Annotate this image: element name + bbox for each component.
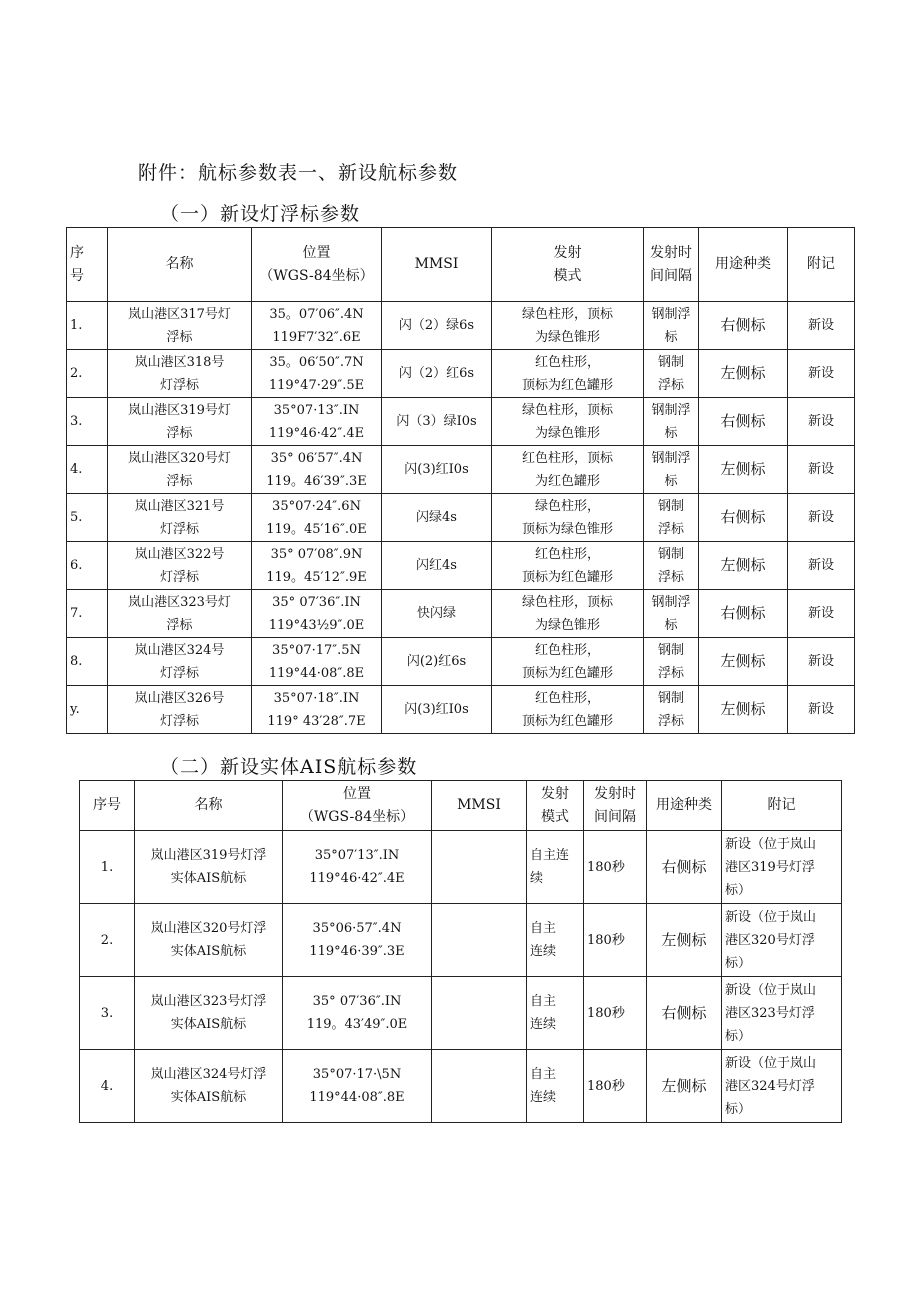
buoy-position: 35°07·18″.IN 119° 43′28″.7E: [252, 686, 382, 734]
header-no: 序 号: [67, 228, 108, 302]
buoy-position: 35°07·13″.IN 119°46·42″.4E: [252, 398, 382, 446]
buoy-name: 岚山港区326号 灯浮标: [108, 686, 252, 734]
emission-mode: 自主 连续: [527, 1050, 584, 1123]
light-character: 闪(3)红I0s: [382, 686, 492, 734]
usage-type: 左侧标: [647, 1050, 722, 1123]
header-position: 位置 （WGS-84坐标）: [252, 228, 382, 302]
header-mode: 发射 模式: [527, 781, 584, 831]
buoy-name: 岚山港区322号 灯浮标: [108, 542, 252, 590]
buoy-name: 岚山港区323号灯 浮标: [108, 590, 252, 638]
header-mode: 发射 模式: [492, 228, 644, 302]
mmsi-value: [432, 977, 527, 1050]
table-row: [67, 446, 855, 494]
table-row: [80, 977, 842, 1050]
row-number: 5.: [67, 494, 108, 542]
emission-mode: 红色柱形， 顶标为红色罐形: [492, 638, 644, 686]
table-row: [67, 302, 855, 350]
row-number: 3.: [80, 977, 135, 1050]
emission-interval: 钢制 浮标: [644, 494, 699, 542]
buoy-name: 岚山港区324号 灯浮标: [108, 638, 252, 686]
usage-type: 右侧标: [647, 831, 722, 904]
remark: 新设: [788, 398, 855, 446]
table-header-row: [80, 781, 842, 831]
emission-mode: 红色柱形， 顶标为红色罐形: [492, 686, 644, 734]
document-title: 附件：航标参数表一、新设航标参数: [138, 162, 459, 184]
header-name: 名称: [135, 781, 283, 831]
buoy-position: 35。07′06″.4N 119F7′32″.6E: [252, 302, 382, 350]
buoy-name: 岚山港区320号灯 浮标: [108, 446, 252, 494]
emission-interval: 180秒: [584, 1050, 647, 1123]
header-mmsi: MMSI: [432, 781, 527, 831]
emission-interval: 钢制 浮标: [644, 542, 699, 590]
section1-heading: （一）新设灯浮标参数: [160, 203, 361, 225]
emission-interval: 180秒: [584, 904, 647, 977]
table-row: [67, 542, 855, 590]
emission-interval: 钢制浮 标: [644, 590, 699, 638]
ais-position: 35°07·17·\5N 119°44·08″.8E: [283, 1050, 432, 1123]
row-number: 2.: [80, 904, 135, 977]
ais-name: 岚山港区320号灯浮 实体AIS航标: [135, 904, 283, 977]
table-row: [80, 1050, 842, 1123]
emission-mode: 绿色柱形， 顶标为绿色锥形: [492, 494, 644, 542]
table-row: [67, 686, 855, 734]
header-note: 附记: [788, 228, 855, 302]
ais-name: 岚山港区323号灯浮 实体AIS航标: [135, 977, 283, 1050]
buoy-position: 35°07·17″.5N 119°44·08″.8E: [252, 638, 382, 686]
buoy-name: 岚山港区321号 灯浮标: [108, 494, 252, 542]
emission-interval: 钢制浮 标: [644, 398, 699, 446]
row-number: 8.: [67, 638, 108, 686]
buoy-position: 35° 07′36″.IN 119°43½9″.0E: [252, 590, 382, 638]
table-header-row: [67, 228, 855, 302]
emission-mode: 红色柱形， 顶标为红色罐形: [492, 350, 644, 398]
remark: 新设: [788, 494, 855, 542]
row-number: 7.: [67, 590, 108, 638]
mmsi-value: [432, 904, 527, 977]
ais-name: 岚山港区324号灯浮 实体AIS航标: [135, 1050, 283, 1123]
emission-mode: 自主 连续: [527, 977, 584, 1050]
emission-mode: 自主连 续: [527, 831, 584, 904]
emission-interval: 钢制 浮标: [644, 686, 699, 734]
header-type: 用途种类: [699, 228, 788, 302]
emission-mode: 绿色柱形，顶标 为绿色锥形: [492, 302, 644, 350]
buoy-parameters-table: [66, 227, 855, 734]
row-number: 1.: [80, 831, 135, 904]
header-name: 名称: [108, 228, 252, 302]
ais-name: 岚山港区319号灯浮 实体AIS航标: [135, 831, 283, 904]
light-character: 闪（2）红6s: [382, 350, 492, 398]
light-character: 闪（2）绿6s: [382, 302, 492, 350]
emission-interval: 钢制浮 标: [644, 446, 699, 494]
table-row: [67, 398, 855, 446]
light-character: 快闪绿: [382, 590, 492, 638]
light-character: 闪（3）绿I0s: [382, 398, 492, 446]
remark: 新设: [788, 302, 855, 350]
remark: 新设（位于岚山 港区323号灯浮 标）: [722, 977, 842, 1050]
row-number: y.: [67, 686, 108, 734]
usage-type: 左侧标: [699, 542, 788, 590]
usage-type: 左侧标: [699, 350, 788, 398]
row-number: 4.: [80, 1050, 135, 1123]
row-number: 3.: [67, 398, 108, 446]
remark: 新设（位于岚山 港区324号灯浮 标）: [722, 1050, 842, 1123]
table-row: [67, 494, 855, 542]
header-no: 序号: [80, 781, 135, 831]
buoy-name: 岚山港区318号 灯浮标: [108, 350, 252, 398]
usage-type: 左侧标: [699, 638, 788, 686]
usage-type: 右侧标: [699, 398, 788, 446]
remark: 新设（位于岚山 港区319号灯浮 标）: [722, 831, 842, 904]
usage-type: 左侧标: [699, 446, 788, 494]
ais-position: 35°07′13″.IN 119°46·42″.4E: [283, 831, 432, 904]
header-position: 位置 （WGS-84坐标）: [283, 781, 432, 831]
row-number: 2.: [67, 350, 108, 398]
usage-type: 右侧标: [699, 590, 788, 638]
remark: 新设: [788, 542, 855, 590]
light-character: 闪(2)红6s: [382, 638, 492, 686]
buoy-position: 35° 06′57″.4N 119。46′39″.3E: [252, 446, 382, 494]
buoy-name: 岚山港区317号灯 浮标: [108, 302, 252, 350]
usage-type: 左侧标: [647, 904, 722, 977]
table-row: [80, 904, 842, 977]
usage-type: 右侧标: [699, 494, 788, 542]
ais-parameters-table: [79, 780, 842, 1123]
mmsi-value: [432, 1050, 527, 1123]
usage-type: 左侧标: [699, 686, 788, 734]
ais-position: 35°06·57″.4N 119°46·39″.3E: [283, 904, 432, 977]
usage-type: 右侧标: [699, 302, 788, 350]
light-character: 闪(3)红I0s: [382, 446, 492, 494]
remark: 新设: [788, 686, 855, 734]
remark: 新设: [788, 590, 855, 638]
ais-position: 35° 07′36″.IN 119。43′49″.0E: [283, 977, 432, 1050]
buoy-position: 35° 07′08″.9N 119。45′12″.9E: [252, 542, 382, 590]
row-number: 6.: [67, 542, 108, 590]
remark: 新设: [788, 350, 855, 398]
emission-interval: 钢制浮 标: [644, 302, 699, 350]
section2-heading: （二）新设实体AIS航标参数: [160, 756, 418, 778]
row-number: 4.: [67, 446, 108, 494]
emission-mode: 绿色柱形，顶标 为绿色锥形: [492, 398, 644, 446]
emission-interval: 180秒: [584, 831, 647, 904]
usage-type: 右侧标: [647, 977, 722, 1050]
buoy-position: 35。06′50″.7N 119°47·29″.5E: [252, 350, 382, 398]
emission-mode: 绿色柱形，顶标 为绿色锥形: [492, 590, 644, 638]
header-mmsi: MMSI: [382, 228, 492, 302]
buoy-position: 35°07·24″.6N 119。45′16″.0E: [252, 494, 382, 542]
emission-interval: 180秒: [584, 977, 647, 1050]
table-row: [67, 590, 855, 638]
row-number: 1.: [67, 302, 108, 350]
remark: 新设: [788, 446, 855, 494]
header-interval: 发射时 间间隔: [644, 228, 699, 302]
emission-mode: 自主 连续: [527, 904, 584, 977]
remark: 新设: [788, 638, 855, 686]
emission-mode: 红色柱形， 顶标为红色罐形: [492, 542, 644, 590]
emission-interval: 钢制 浮标: [644, 350, 699, 398]
light-character: 闪绿4s: [382, 494, 492, 542]
header-type: 用途种类: [647, 781, 722, 831]
table-row: [67, 350, 855, 398]
buoy-name: 岚山港区319号灯 浮标: [108, 398, 252, 446]
header-note: 附记: [722, 781, 842, 831]
table-row: [80, 831, 842, 904]
emission-mode: 红色柱形，顶标 为红色罐形: [492, 446, 644, 494]
remark: 新设（位于岚山 港区320号灯浮 标）: [722, 904, 842, 977]
header-interval: 发射时 间间隔: [584, 781, 647, 831]
light-character: 闪红4s: [382, 542, 492, 590]
mmsi-value: [432, 831, 527, 904]
emission-interval: 钢制 浮标: [644, 638, 699, 686]
table-row: [67, 638, 855, 686]
